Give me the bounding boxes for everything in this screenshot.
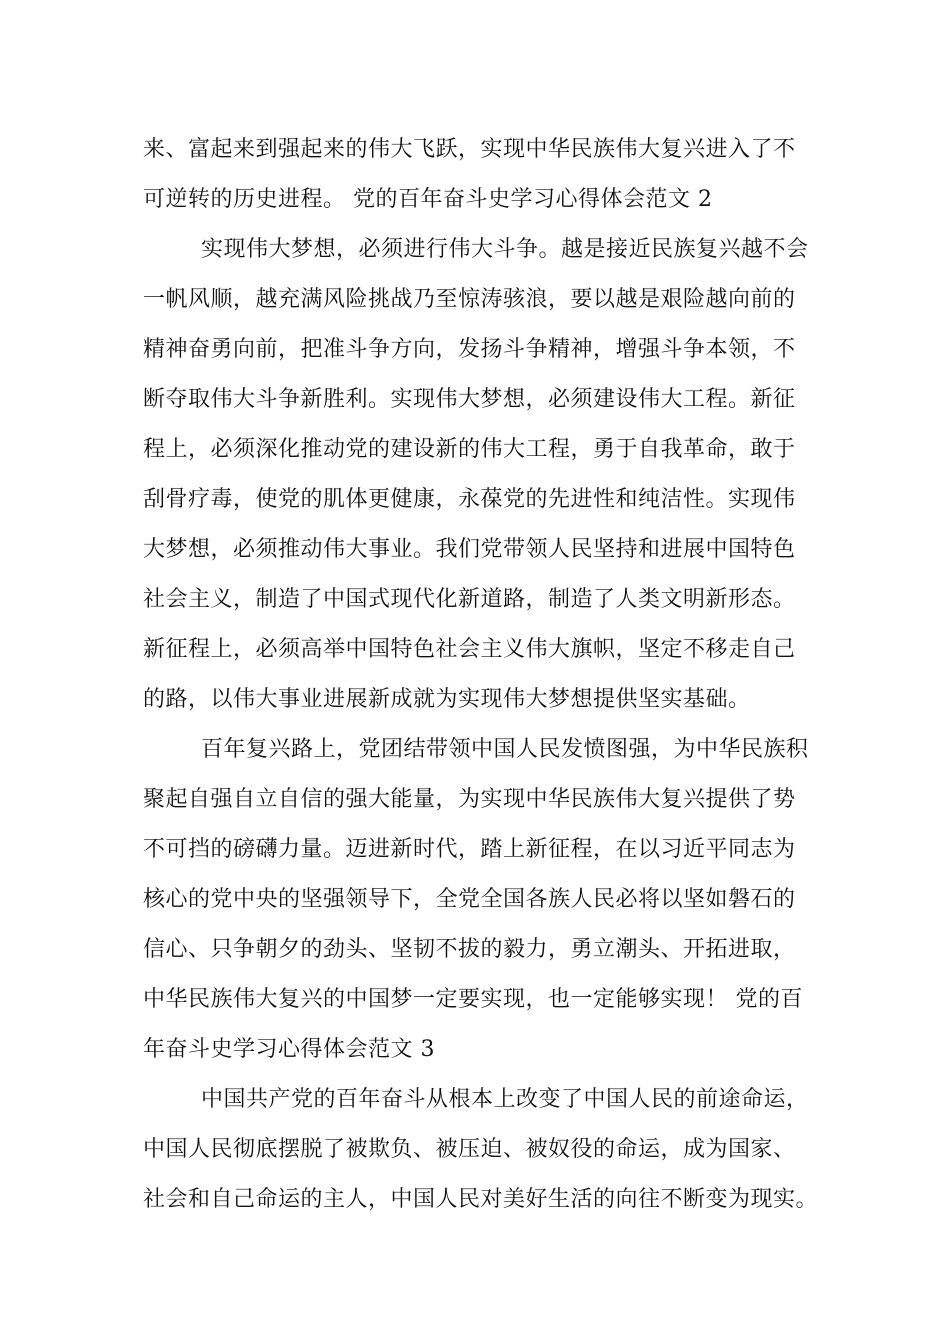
paragraph-first-line: 实现伟大梦想，必须进行伟大斗争。越是接近民族复兴越不会	[201, 237, 809, 262]
paragraph-first-line: 百年复兴路上，党团结带领中国人民发愤图强，为中华民族积	[201, 737, 809, 762]
text-line: 年奋斗史学习心得体会范文 3	[143, 1037, 435, 1062]
text-line: 一帆风顺，越充满风险挑战乃至惊涛骇浪，要以越是艰险越向前的	[143, 287, 796, 312]
text-line: 中国人民彻底摆脱了被欺负、被压迫、被奴役的命运，成为国家、	[143, 1137, 796, 1162]
text-line: 社会和自己命运的主人，中国人民对美好生活的向往不断变为现实。	[143, 1187, 819, 1212]
text-line: 大梦想，必须推动伟大事业。我们党带领人民坚持和进展中国特色	[143, 537, 796, 562]
text-line: 社会主义，制造了中国式现代化新道路，制造了人类文明新形态。	[143, 587, 796, 612]
text-line: 可逆转的历史进程。 党的百年奋斗史学习心得体会范文 2	[143, 187, 713, 212]
text-line: 核心的党中央的坚强领导下，全党全国各族人民必将以坚如磐石的	[143, 887, 796, 912]
text-line: 程上，必须深化推动党的建设新的伟大工程，勇于自我革命，敢于	[143, 437, 796, 462]
text-line: 来、富起来到强起来的伟大飞跃，实现中华民族伟大复兴进入了不	[143, 137, 796, 162]
text-line: 中华民族伟大复兴的中国梦一定要实现，也一定能够实现！ 党的百	[143, 987, 803, 1012]
text-line: 聚起自强自立自信的强大能量，为实现中华民族伟大复兴提供了势	[143, 787, 796, 812]
text-line: 的路，以伟大事业进展新成就为实现伟大梦想提供坚实基础。	[143, 687, 751, 712]
text-line: 新征程上，必须高举中国特色社会主义伟大旗帜，坚定不移走自己	[143, 637, 796, 662]
text-line: 精神奋勇向前，把准斗争方向，发扬斗争精神，增强斗争本领，不	[143, 337, 796, 362]
text-line: 断夺取伟大斗争新胜利。实现伟大梦想，必须建设伟大工程。新征	[143, 387, 796, 412]
text-line: 不可挡的磅礴力量。迈进新时代，踏上新征程，在以习近平同志为	[143, 837, 796, 862]
text-line: 刮骨疗毒，使党的肌体更健康，永葆党的先进性和纯洁性。实现伟	[143, 487, 796, 512]
paragraph-first-line: 中国共产党的百年奋斗从根本上改变了中国人民的前途命运，	[201, 1087, 809, 1112]
text-line: 信心、只争朝夕的劲头、坚韧不拔的毅力，勇立潮头、开拓进取，	[143, 937, 796, 962]
